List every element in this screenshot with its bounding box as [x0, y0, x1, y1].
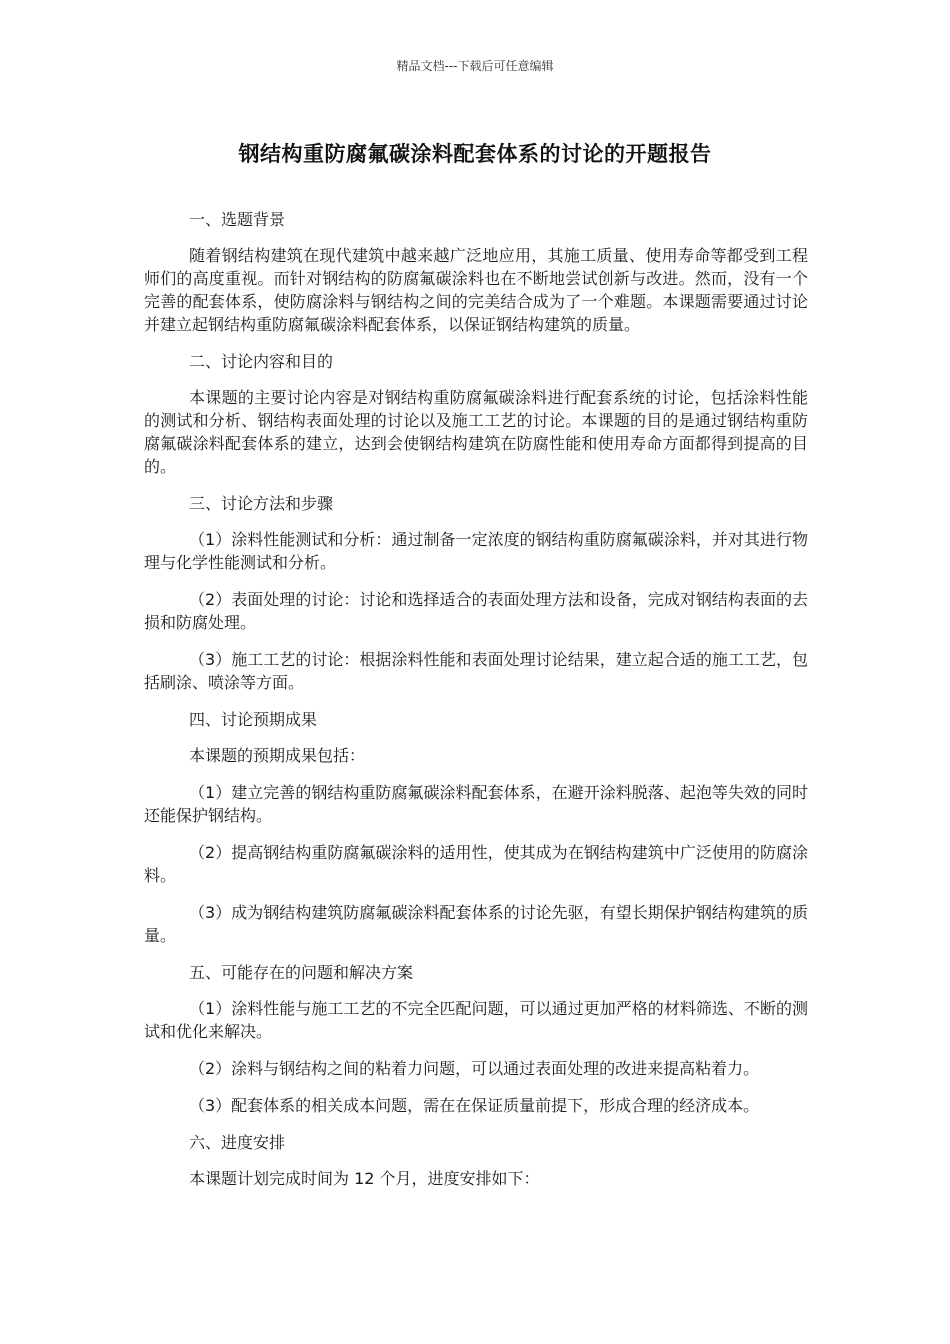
document-title: 钢结构重防腐氟碳涂料配套体系的讨论的开题报告	[238, 142, 712, 166]
list-item: （2）提高钢结构重防腐氟碳涂料的适用性，使其成为在钢结构建筑中广泛使用的防腐涂料。	[144, 843, 808, 885]
section-heading: 六、进度安排	[189, 1133, 286, 1152]
section-heading: 五、可能存在的问题和解决方案	[189, 963, 414, 982]
paragraph: 随着钢结构建筑在现代建筑中越来越广泛地应用，其施工质量、使用寿命等都受到工程师们的高度重视。而针对钢结构的防腐氟碳涂料也在不断地尝试创新与改进。然而，没有一个完善的配套体系，使防腐涂料与钢结构之间的完美结合成为了一个难题。本课题需要通过讨论并建立起钢结构重防腐氟碳涂料配套体系，以保证钢结构建筑的质量。	[144, 246, 808, 334]
section-heading: 二、讨论内容和目的	[189, 352, 334, 371]
paragraph: 本课题计划完成时间为 12 个月，进度安排如下：	[189, 1169, 540, 1188]
list-item: （3）配套体系的相关成本问题，需在在保证质量前提下，形成合理的经济成本。	[189, 1096, 760, 1115]
section-heading: 三、讨论方法和步骤	[189, 494, 334, 513]
list-item: （1）涂料性能测试和分析：通过制备一定浓度的钢结构重防腐氟碳涂料，并对其进行物理与化学性能测试和分析。	[144, 530, 808, 572]
list-item: （3）成为钢结构建筑防腐氟碳涂料配套体系的讨论先驱，有望长期保护钢结构建筑的质量。	[144, 903, 808, 945]
document-body	[144, 208, 808, 1204]
list-item: （3）施工工艺的讨论：根据涂料性能和表面处理讨论结果，建立起合适的施工工艺，包括刷涂、喷涂等方面。	[144, 650, 808, 692]
paragraph: 本课题的预期成果包括：	[189, 746, 366, 765]
list-item: （1）建立完善的钢结构重防腐氟碳涂料配套体系，在避开涂料脱落、起泡等失效的同时还能保护钢结构。	[144, 783, 808, 825]
list-item: （2）涂料与钢结构之间的粘着力问题，可以通过表面处理的改进来提高粘着力。	[189, 1059, 760, 1078]
list-item: （1）涂料性能与施工工艺的不完全匹配问题，可以通过更加严格的材料筛选、不断的测试和优化来解决。	[144, 999, 808, 1041]
section-heading: 一、选题背景	[189, 210, 286, 229]
paragraph: 本课题的主要讨论内容是对钢结构重防腐氟碳涂料进行配套系统的讨论，包括涂料性能的测试和分析、钢结构表面处理的讨论以及施工工艺的讨论。本课题的目的是通过钢结构重防腐氟碳涂料配套体系的建立，达到会使钢结构建筑在防腐性能和使用寿命方面都得到提高的目的。	[144, 388, 808, 476]
header-note: 精品文档---下载后可任意编辑	[396, 59, 554, 73]
list-item: （2）表面处理的讨论：讨论和选择适合的表面处理方法和设备，完成对钢结构表面的去损和防腐处理。	[144, 590, 808, 632]
section-heading: 四、讨论预期成果	[189, 710, 318, 729]
